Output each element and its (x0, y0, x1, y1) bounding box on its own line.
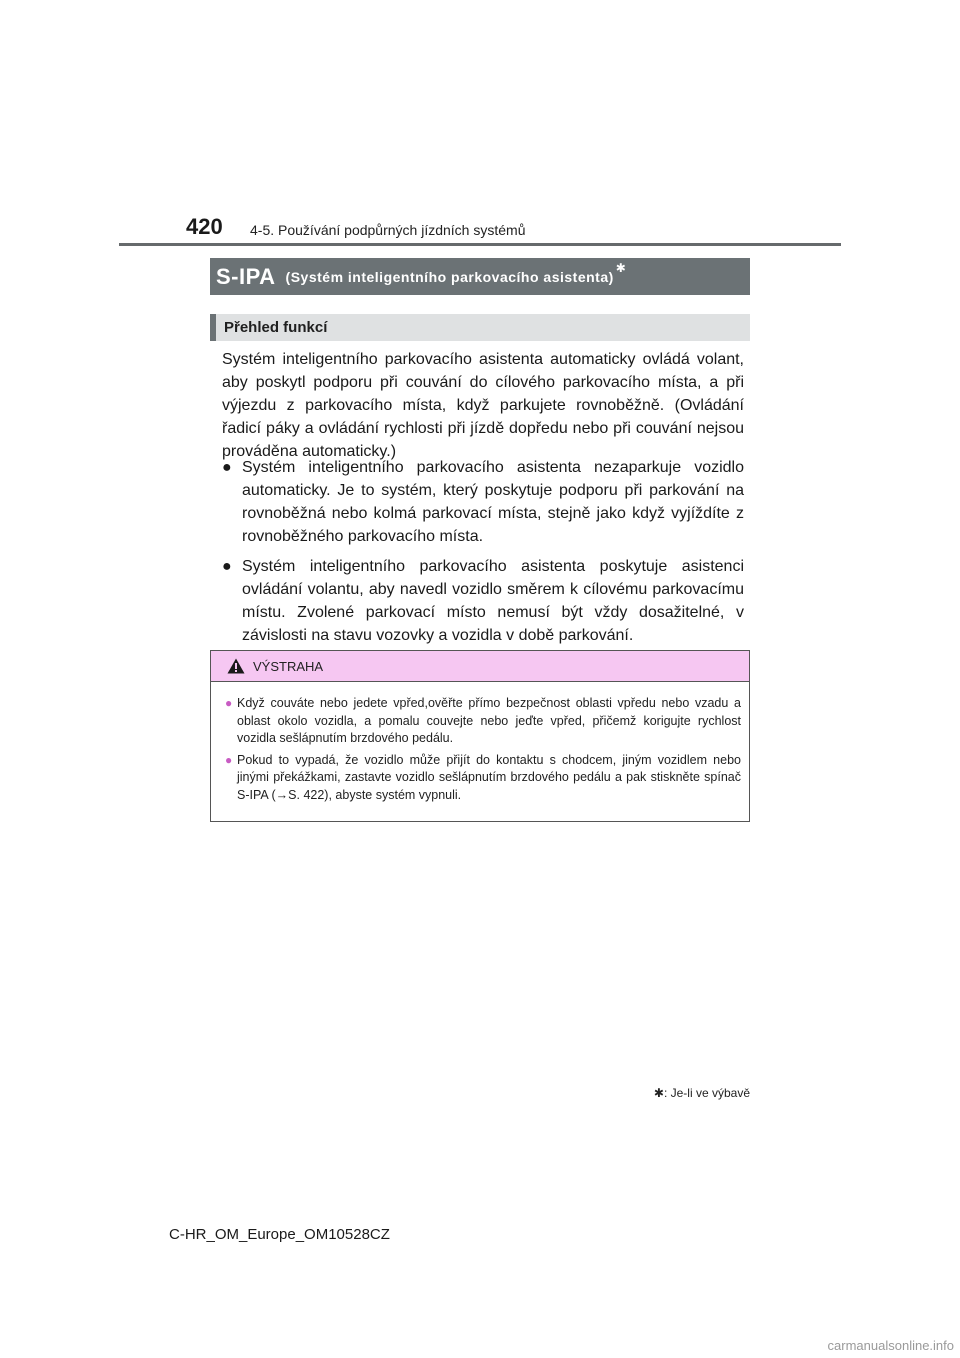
footnote-text: : Je-li ve výbavě (663, 1086, 750, 1100)
list-item (222, 555, 744, 647)
warning-triangle-icon (227, 658, 245, 674)
document-code: C-HR_OM_Europe_OM10528CZ (169, 1226, 390, 1243)
bullet-dot-icon: ● (222, 558, 232, 575)
header-divider (119, 243, 841, 246)
warning-text: Když couváte nebo jedete vpřed,ověřte přímo bezpečnost oblasti vpředu nebo vzadu a oblast okolo vozidla, a pomalu couvejte nebo jeďte vpřed, přičemž korigujte rychlost vozidla sešlápnutím brzdového pedálu. (237, 696, 741, 745)
section-heading (210, 258, 750, 295)
asterisk-icon: ✱ (653, 1086, 664, 1100)
section-title: S-IPA (216, 263, 276, 289)
bullet-text: Systém inteligentního parkovacího asistenta poskytuje asistenci ovládání volantu, aby navedl vozidlo směrem k cílovému parkovacímu místu. Zvolené parkovací místo nemusí být vždy dosažitelné, v závislosti na stavu vozovky a vozidla v době parkování. (242, 558, 744, 644)
chapter-title: 4-5. Používání podpůrných jízdních systémů (250, 222, 526, 238)
bullet-dot-icon: ● (222, 459, 232, 476)
warning-header (211, 651, 749, 682)
subsection-heading (210, 314, 750, 341)
bullet-list (222, 456, 744, 654)
list-item (222, 456, 744, 548)
asterisk-icon: ✱ (615, 260, 626, 275)
subsection-title: Přehled funkcí (224, 319, 328, 336)
bullet-text: Systém inteligentního parkovacího asistenta nezaparkuje vozidlo automaticky. Je to systém, který poskytuje podporu při parkování na rovnoběžná nebo kolmá parkovací místa, stejně jako když vyjíždíte z rovnoběžného parkovacího místa. (242, 459, 744, 545)
warning-list (211, 682, 749, 804)
section-subtitle: (Systém inteligentního parkovacího asistenta) (285, 268, 614, 285)
warning-title: VÝSTRAHA (253, 658, 324, 674)
footnote (654, 1086, 750, 1100)
page-number: 420 (186, 214, 223, 239)
bullet-dot-icon: ● (225, 752, 233, 767)
warning-text: Pokud to vypadá, že vozidlo může přijít do kontaktu s chodcem, jiným vozidlem nebo jinými překážkami, zastavte vozidlo sešlápnutím brzdového pedálu a pak stiskněte spínač S-IPA (→S. 422), abyste systém vypnuli. (237, 752, 741, 802)
list-item (225, 695, 741, 748)
warning-box (210, 650, 750, 822)
bullet-dot-icon: ● (225, 696, 233, 710)
watermark-link[interactable]: carmanualsonline.info (827, 1338, 954, 1353)
intro-paragraph: Systém inteligentního parkovacího asistenta automaticky ovládá volant, aby poskytl podporu při couvání do cílového parkovacího místa, a při výjezdu z parkovacího místa, když parkujete rovnoběžně. (Ovládání řadicí páky a ovládání rychlosti při jízdě dopředu nebo při couvání nejsou prováděna automaticky.) (222, 351, 744, 460)
list-item (225, 752, 741, 805)
